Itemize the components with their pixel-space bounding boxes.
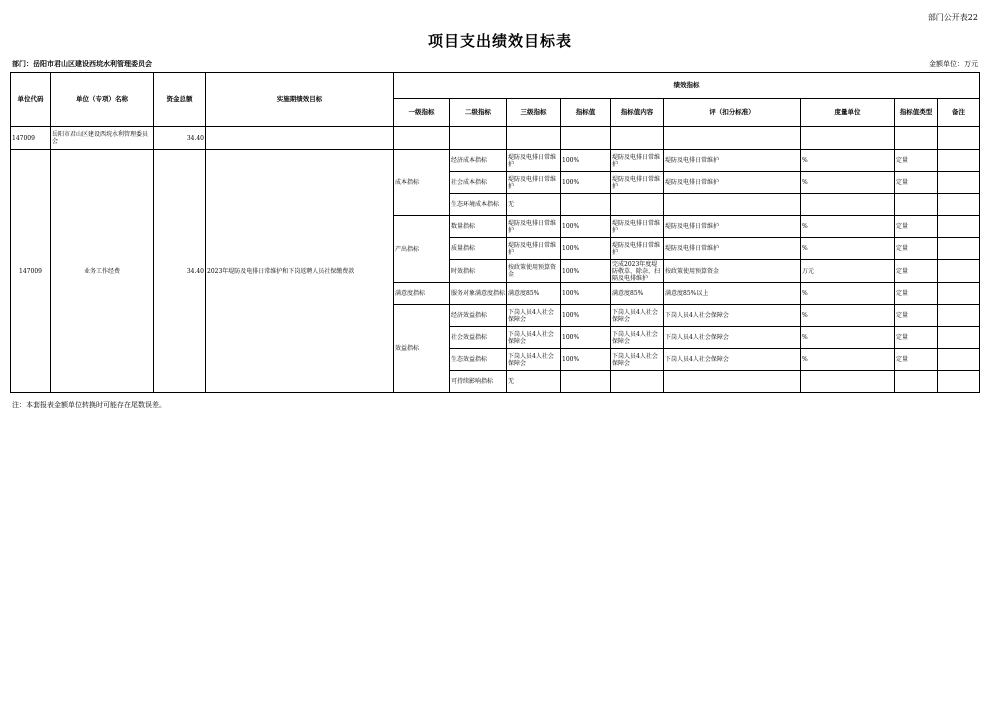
type-cell: 定量 (895, 305, 938, 327)
type-cell: 定量 (895, 150, 938, 172)
value-cell: 100% (561, 150, 611, 172)
header-level2: 二级指标 (450, 99, 507, 127)
level2-cell: 质量指标 (450, 238, 507, 260)
value-cell: 100% (561, 327, 611, 349)
header-remark: 备注 (938, 99, 980, 127)
scoring-cell: 下岗人员4人社会保障会 (664, 305, 801, 327)
value-cell: 100% (561, 216, 611, 238)
level3-cell: 无 (507, 194, 561, 216)
unit-amount: 34.40 (154, 127, 206, 150)
measure-cell: 万元 (801, 260, 895, 283)
level3-cell: 堤防及电排日常维护 (507, 150, 561, 172)
scoring-cell: 按政策使用预算资金 (664, 260, 801, 283)
header-measure: 度量单位 (801, 99, 895, 127)
level2-cell: 可持续影响指标 (450, 371, 507, 393)
level3-cell: 堤防及电排日常维护 (507, 216, 561, 238)
level2-cell: 社会效益指标 (450, 327, 507, 349)
value-cell (561, 371, 611, 393)
scoring-cell: 堤防及电排日常维护 (664, 172, 801, 194)
unit-row (11, 127, 980, 150)
project-name: 业务工作经费 (51, 150, 154, 393)
table-row (11, 150, 980, 172)
performance-table (10, 72, 980, 393)
measure-cell: % (801, 349, 895, 371)
level2-cell: 生态环境成本指标 (450, 194, 507, 216)
level1-output: 产出指标 (394, 216, 450, 283)
level1-benefit: 效益指标 (394, 305, 450, 393)
level3-cell: 下岗人员4人社会保障会 (507, 349, 561, 371)
level2-cell: 经济效益指标 (450, 305, 507, 327)
header-scoring: 评（扣分标准） (664, 99, 801, 127)
level3-cell: 堤防及电排日常维护 (507, 238, 561, 260)
header-type: 指标值类型 (895, 99, 938, 127)
type-cell: 定量 (895, 349, 938, 371)
type-cell: 定量 (895, 283, 938, 305)
value-cell: 100% (561, 349, 611, 371)
content-cell: 完成2023年度堤防敬草、除杂、扫隔及电排维护 (611, 260, 664, 283)
level3-cell: 下岗人员4人社会保障会 (507, 305, 561, 327)
value-cell: 100% (561, 283, 611, 305)
value-cell: 100% (561, 260, 611, 283)
content-cell: 堤防及电排日常维护 (611, 216, 664, 238)
content-cell (611, 194, 664, 216)
scoring-cell (664, 194, 801, 216)
type-cell: 定量 (895, 172, 938, 194)
measure-cell: % (801, 150, 895, 172)
level2-cell: 经济成本指标 (450, 150, 507, 172)
measure-cell: % (801, 327, 895, 349)
header-performance: 绩效指标 (394, 73, 980, 99)
level3-cell: 按政策使用预算资金 (507, 260, 561, 283)
content-cell (611, 371, 664, 393)
header-level3: 三级指标 (507, 99, 561, 127)
header-unit-code: 单位代码 (11, 73, 51, 127)
level2-cell: 社会成本指标 (450, 172, 507, 194)
type-cell (895, 194, 938, 216)
content-cell: 堤防及电排日常维护 (611, 150, 664, 172)
page-number: 部门公开表22 (927, 13, 978, 22)
scoring-cell: 下岗人员4人社会保障会 (664, 327, 801, 349)
project-code: 147009 (11, 150, 51, 393)
level3-cell: 无 (507, 371, 561, 393)
content-cell: 满意度85% (611, 283, 664, 305)
scoring-cell: 堤防及电排日常维护 (664, 150, 801, 172)
header-unit-name: 单位（专项）名称 (51, 73, 154, 127)
content-cell: 堤防及电排日常维护 (611, 172, 664, 194)
value-cell (561, 194, 611, 216)
unit-name: 岳阳市君山区建设西垸水利管理委员会 (51, 127, 154, 150)
page-title: 项目支出绩效目标表 (427, 32, 572, 50)
header-goal: 实施期绩效目标 (206, 73, 394, 127)
type-cell: 定量 (895, 216, 938, 238)
level2-cell: 数量指标 (450, 216, 507, 238)
amount-unit-label: 金额单位：万元 (929, 60, 978, 68)
header-content: 指标值内容 (611, 99, 664, 127)
header-value: 指标值 (561, 99, 611, 127)
type-cell: 定量 (895, 327, 938, 349)
level2-cell: 服务对象满意度指标 (450, 283, 507, 305)
scoring-cell (664, 371, 801, 393)
project-amount: 34.40 (154, 150, 206, 393)
scoring-cell: 满意度85%以上 (664, 283, 801, 305)
content-cell: 下岗人员4人社会保障会 (611, 349, 664, 371)
type-cell: 定量 (895, 238, 938, 260)
measure-cell (801, 194, 895, 216)
level3-cell: 满意度85% (507, 283, 561, 305)
scoring-cell: 堤防及电排日常维护 (664, 238, 801, 260)
header-total-funds: 资金总额 (154, 73, 206, 127)
level2-cell: 时效指标 (450, 260, 507, 283)
measure-cell: % (801, 172, 895, 194)
scoring-cell: 下岗人员4人社会保障会 (664, 349, 801, 371)
type-cell (895, 371, 938, 393)
scoring-cell: 堤防及电排日常维护 (664, 216, 801, 238)
measure-cell: % (801, 305, 895, 327)
level1-satisfaction: 满意度指标 (394, 283, 450, 305)
measure-cell: % (801, 283, 895, 305)
department-label: 部门：岳阳市君山区建设西垸水利管理委员会 (12, 59, 152, 68)
level1-cost: 成本指标 (394, 150, 450, 216)
measure-cell (801, 371, 895, 393)
level2-cell: 生态效益指标 (450, 349, 507, 371)
value-cell: 100% (561, 238, 611, 260)
measure-cell: % (801, 238, 895, 260)
type-cell: 定量 (895, 260, 938, 283)
header-level1: 一级指标 (394, 99, 450, 127)
content-cell: 下岗人员4人社会保障会 (611, 327, 664, 349)
level3-cell: 堤防及电排日常维护 (507, 172, 561, 194)
measure-cell: % (801, 216, 895, 238)
project-goal: 2023年堤防及电排日常维护和下岗返聘人员社保缴费款 (206, 150, 394, 393)
level3-cell: 下岗人员4人社会保障会 (507, 327, 561, 349)
value-cell: 100% (561, 305, 611, 327)
content-cell: 下岗人员4人社会保障会 (611, 305, 664, 327)
content-cell: 堤防及电排日常维护 (611, 238, 664, 260)
footnote: 注：本套报表金额单位转换时可能存在尾数误差。 (12, 401, 166, 409)
value-cell: 100% (561, 172, 611, 194)
unit-code: 147009 (11, 127, 51, 150)
